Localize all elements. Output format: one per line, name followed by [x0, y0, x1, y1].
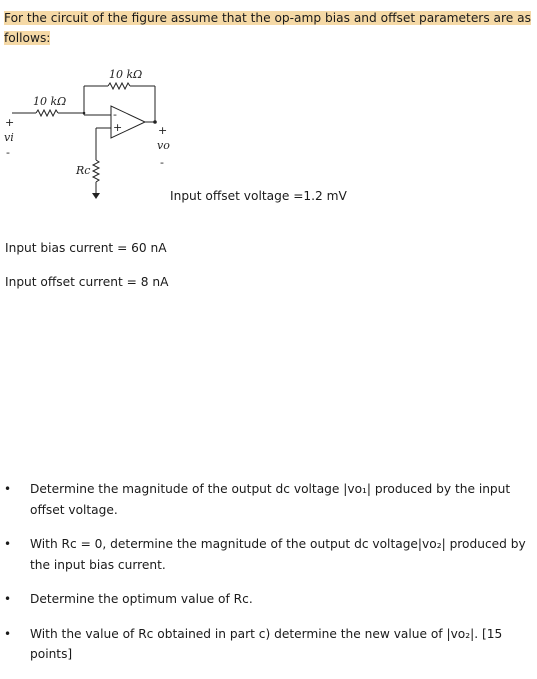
input-offset-current: Input offset current = 8 nA: [5, 275, 169, 289]
feedback-node: [83, 112, 86, 115]
vo-plus-sign: +: [158, 124, 168, 137]
question-list: [0, 479, 537, 679]
question-b: [0, 534, 537, 575]
vo-minus-sign: -: [160, 156, 164, 169]
vi-plus-sign: +: [5, 116, 15, 129]
rf-label: 10 kΩ: [109, 68, 143, 81]
problem-intro: [4, 8, 534, 48]
circuit-diagram: [0, 60, 210, 210]
bullet: •: [4, 592, 12, 606]
question-a: [0, 479, 537, 520]
ground-arrow: [92, 193, 100, 199]
bullet: •: [4, 482, 12, 496]
vi-minus-sign: -: [6, 146, 10, 159]
question-c-text: Determine the optimum value of Rc.: [30, 592, 253, 606]
bullet: •: [4, 626, 12, 641]
intro-line-1: For the circuit of the figure assume that the op-amp bias and offset parameters are as: [4, 11, 531, 25]
opamp-plus-sign: +: [113, 121, 123, 134]
question-d-text: With the value of Rc obtained in part c) determine the new value of |vo₂|. [15 points]: [30, 626, 503, 661]
rf-resistor: [108, 83, 130, 89]
input-offset-voltage: Input offset voltage =1.2 mV: [170, 189, 347, 203]
input-bias-current: Input bias current = 60 nA: [5, 241, 167, 255]
intro-line-2: follows:: [4, 31, 51, 45]
question-d: [0, 624, 537, 665]
bullet: •: [4, 537, 12, 551]
vo-label: vo: [157, 139, 170, 152]
question-a-text: Determine the magnitude of the output dc voltage |vo₁| produced by the input offset voltage.: [30, 482, 511, 517]
r1-label: 10 kΩ: [33, 95, 67, 108]
question-b-text: With Rc = 0, determine the magnitude of the output dc voltage|vo₂| produced by the input bias current.: [30, 537, 526, 572]
output-node: [153, 120, 157, 124]
r1-resistor: [36, 110, 58, 116]
question-c: [0, 589, 537, 610]
vi-label: vi: [4, 131, 14, 144]
rc-label: Rc: [76, 164, 91, 177]
rc-resistor: [93, 160, 99, 182]
opamp-minus-sign: -: [113, 108, 117, 121]
